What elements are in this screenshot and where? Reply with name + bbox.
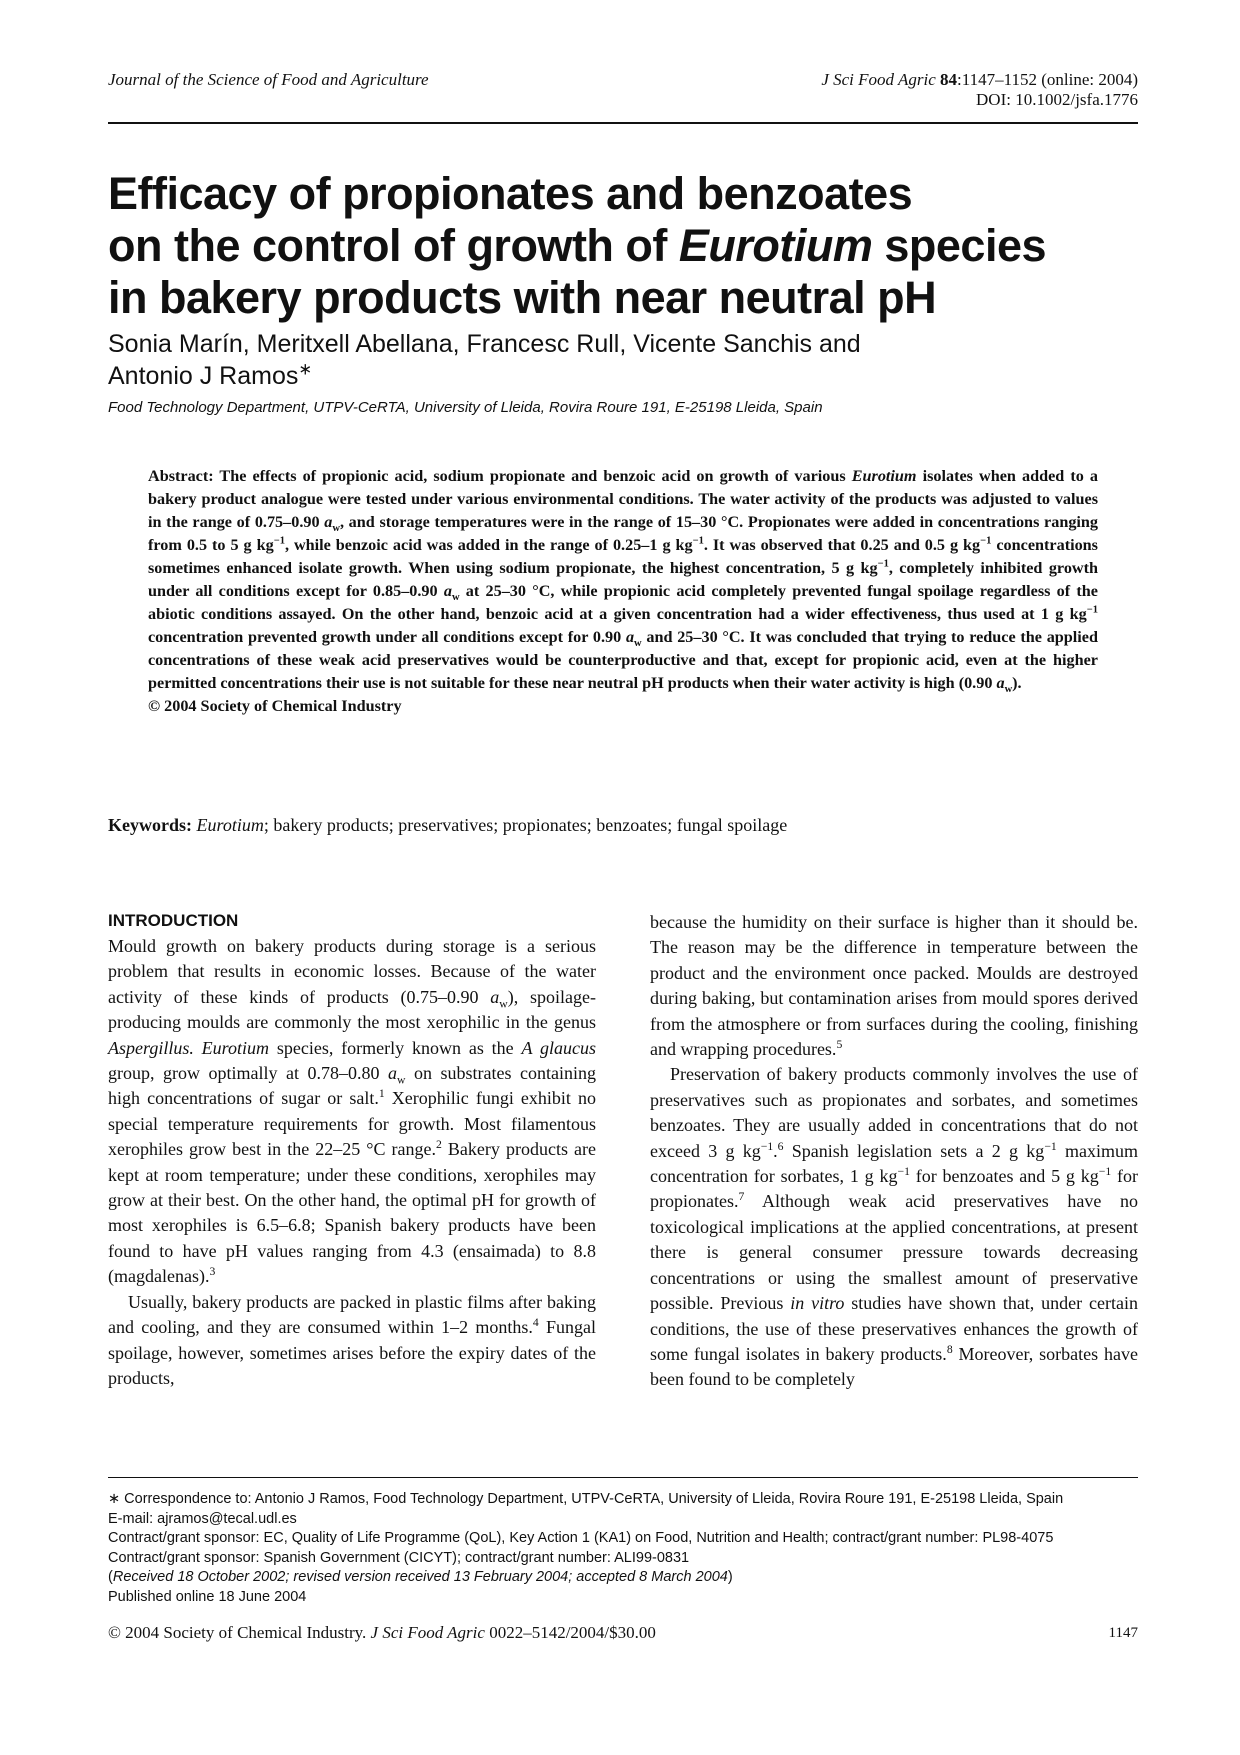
intro-paragraph-2-continued: because the humidity on their surface is higher than it should be. The reason may be the difference in temperature between the product and the environment once packed. Moulds are destroyed during baking, but contamination arises from mould spores derived from the atmosphere or from surfaces during the cooling, finishing and wrapping procedures.$^5$ <box>650 912 1138 1060</box>
section-heading-introduction: INTRODUCTION <box>108 911 239 930</box>
intro-paragraph-1: Mould growth on bakery products during storage is a serious problem that results in economic losses. Because of the water activity of these kinds of products (0.75–0.90 $a_w$), spoilage-producing moulds are commonly the most xerophilic in the genus Aspergillus. Eurotium species, formerly known as the A glaucus group, grow optimally at 0.78–0.80 $a_w$ on substrates containing high concentrations of sugar or salt.$^1$ Xerophilic fungi exhibit no special temperature requirements for growth. Most filamentous xerophiles grow best in the 22–25 °C range.$^2$ Bakery products are kept at room temperature; under these conditions, xerophiles may grow at their best. On the other hand, the optimal pH for growth of most xerophiles is 6.5–6.8; Spanish bakery products have been found to have pH values ranging from 4.3 (ensaimada) to 8.8 (magdalenas).$^3$ <box>108 936 597 1287</box>
footnotes <box>108 1490 1138 1607</box>
title-line-2-post: species <box>872 220 1047 271</box>
ref-2: 2 <box>436 1138 442 1152</box>
doi: DOI: 10.1002/jsfa.1776 <box>976 90 1138 109</box>
affiliation: Food Technology Department, UTPV-CeRTA, University of Lleida, Rovira Roure 191, E-25198 Lleida, Spain <box>108 399 823 416</box>
footer-copyright: © 2004 Society of Chemical Industry. J Sci Food Agric 0022–5142/2004/$30.00 <box>108 1623 656 1642</box>
page-number: 1147 <box>1108 1625 1138 1641</box>
paper-page <box>108 0 1138 1755</box>
authors-line-1: Sonia Marín, Meritxell Abellana, Francesc Rull, Vicente Sanchis and <box>108 330 861 358</box>
article-title <box>108 168 1138 324</box>
correspondence-note: ∗ Correspondence to: Antonio J Ramos, Food Technology Department, UTPV-CeRTA, University of Lleida, Rovira Roure 191, E-25198 Lleida, Spain <box>108 1491 1064 1507</box>
abstract-text: Abstract: The effects of propionic acid, sodium propionate and benzoic acid on growth of various Eurotium isolates when added to a bakery product analogue were tested under various environmental conditions. The water activity of the products was adjusted to values in the range of 0.75–0.90 $a_w$, and storage temperatures were in the range of 15–30 °C. Propionates were added in concentrations ranging from 0.5 to 5 g $kg^{-1}$, while benzoic acid was added in the range of 0.25–1 g $kg^{-1}$. It was observed that 0.25 and 0.5 g $kg^{-1}$ concentrations sometimes enhanced isolate growth. When using sodium propionate, the highest concentration, 5 g $kg^{-1}$, completely inhibited growth under all conditions except for 0.85–0.90 $a_w$ at 25–30 °C, while propionic acid completely prevented fungal spoilage regardless of the abiotic conditions assayed. On the other hand, benzoic acid at a given concentration had a wider effectiveness, thus used at 1 g $kg^{-1}$ concentration prevented growth under all conditions except for 0.90 $a_w$ and 25–30 °C. It was concluded that trying to reduce the applied concentrations of these weak acid preservatives would be counterproductive and that, except for propionic acid, even at the higher permitted concentrations their use is not suitable for these near neutral pH products when their water activity is high (0.90 $a_w$). <box>148 467 1099 696</box>
title-line-2 <box>108 220 1138 272</box>
published-note: Published online 18 June 2004 <box>108 1588 307 1605</box>
citation-abbrev: J Sci Food Agric <box>821 70 936 89</box>
grant-note-2: Contract/grant sponsor: Spanish Government (CICYT); contract/grant number: ALI99-0831 <box>108 1549 690 1566</box>
journal-name: Journal of the Science of Food and Agriculture <box>108 70 429 89</box>
keywords <box>108 813 1138 837</box>
ref-4: 4 <box>532 1316 539 1330</box>
ref-1: 1 <box>378 1087 385 1101</box>
received-note: (Received 18 October 2002; revised version received 13 February 2004; accepted 8 March 2004) <box>108 1569 733 1585</box>
keyword-eurotium: Eurotium <box>196 815 264 835</box>
ref-7: 7 <box>738 1190 745 1204</box>
header-rule <box>108 122 1138 124</box>
email-note: E-mail: ajramos@tecal.udl.es <box>108 1510 297 1527</box>
abstract-label: Abstract: <box>148 467 214 485</box>
keywords-list: ; bakery products; preservatives; propionates; benzoates; fungal spoilage <box>263 815 788 835</box>
ref-6: 6 <box>777 1139 784 1153</box>
ref-5: 5 <box>836 1038 843 1052</box>
keywords-label: Keywords: <box>108 815 192 835</box>
intro-paragraph-2: Usually, bakery products are packed in plastic films after baking and cooling, and they are consumed within 1–2 months.$^4$ Fungal spoilage, however, sometimes arises before the expiry dates of the products, <box>108 1291 596 1388</box>
title-line-2-pre: on the control of growth of <box>108 220 679 271</box>
title-line-3: in bakery products with near neutral pH <box>108 272 937 323</box>
body-column-left <box>108 910 596 1391</box>
citation-block <box>821 70 1138 110</box>
citation-line <box>821 70 1138 90</box>
title-genus: Eurotium <box>678 220 873 271</box>
corresponding-author: Antonio J Ramos <box>108 362 299 390</box>
footnote-rule <box>108 1477 1138 1478</box>
abstract <box>148 465 1098 718</box>
abstract-copyright: © 2004 Society of Chemical Industry <box>148 697 402 715</box>
ref-8: 8 <box>946 1342 953 1356</box>
intro-paragraph-3: Preservation of bakery products commonly involves the use of preservatives such as propionates and sorbates, and sometimes benzoates. They are usually added in concentrations that do not exceed 3 g $kg^{-1}.^6$ Spanish legislation sets a 2 g $kg^{-1}$ maximum concentration for sorbates, 1 g $kg^{-1}$ for benzoates and 5 g $kg^{-1}$ for propionates.$^7$ Although weak acid preservatives have no toxicological implications at the applied concentrations, at present there is general consumer pressure towards decreasing concentrations or using the smallest amount of preservative possible. Previous in vitro studies have shown that, under certain conditions, the use of these preservatives enhances the growth of some fungal isolates in bakery products.$^8$ Moreover, sorbates have been found to be completely <box>650 1064 1139 1390</box>
authors-line-2 <box>108 360 1138 392</box>
ref-3: 3 <box>209 1265 216 1279</box>
citation-pages: :1147–1152 (online: 2004) <box>957 70 1138 89</box>
title-line-1: Efficacy of propionates and benzoates <box>108 168 913 219</box>
correspondence-marker: ∗ <box>298 360 312 379</box>
citation-volume: 84 <box>940 70 957 89</box>
body-column-right <box>650 910 1138 1393</box>
authors <box>108 328 1138 392</box>
grant-note-1: Contract/grant sponsor: EC, Quality of Life Programme (QoL), Key Action 1 (KA1) on Food, Nutrition and Health; contract/grant number: PL98-4075 <box>108 1530 1054 1546</box>
